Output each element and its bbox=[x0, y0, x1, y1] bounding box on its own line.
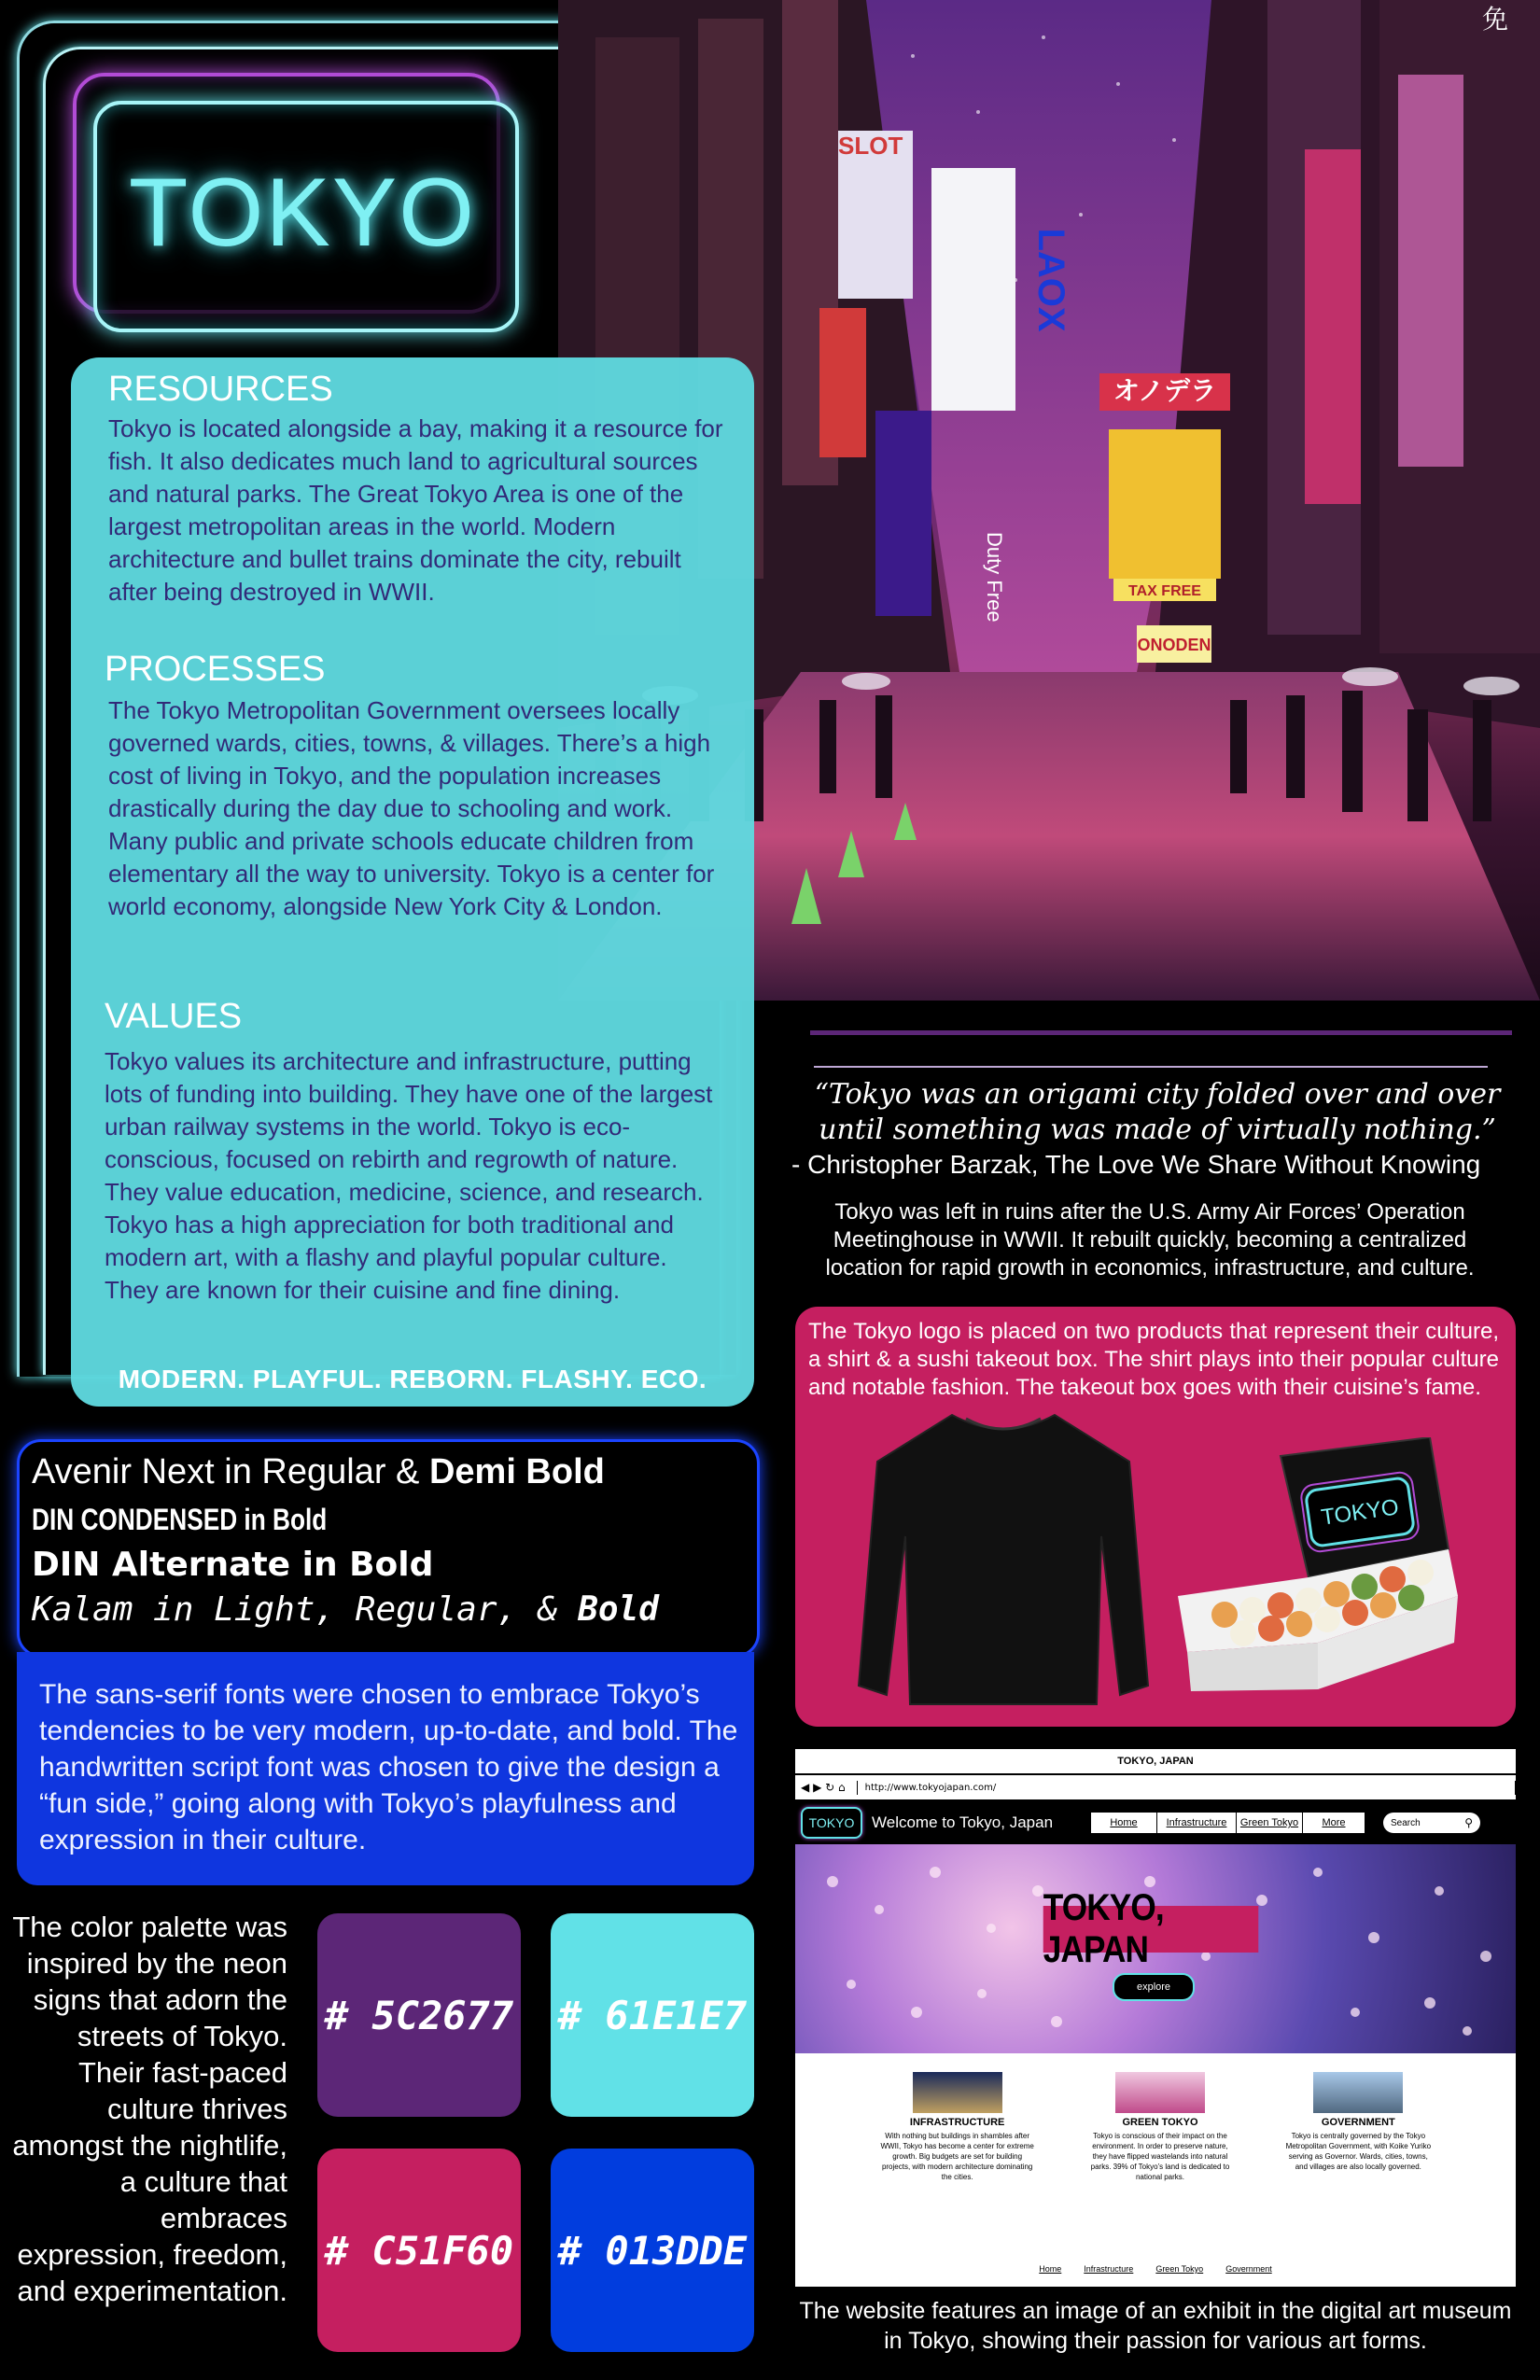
shirt-mockup bbox=[849, 1406, 1157, 1714]
site-cards bbox=[795, 2053, 1516, 2182]
footer-home[interactable]: Home bbox=[1039, 2264, 1062, 2274]
browser-title-bar: TOKYO, JAPAN bbox=[795, 1749, 1516, 1775]
card-infrastructure-body: With nothing but buildings in shambles after WWII, Tokyo has become a center for extreme growth. Big budgets are set for building projects, with modern architecture dominating the cities. bbox=[880, 2132, 1034, 2181]
site-logo[interactable]: TOKYO bbox=[801, 1807, 862, 1839]
swatch-5c2677: # 5C2677 bbox=[317, 1913, 521, 2117]
history-text: Tokyo was left in ruins after the U.S. Army Air Forces’ Operation Meetinghouse in WWII. It rebuilt quickly, becoming a centralized location for rapid growth in economics, infrastructure, and culture. bbox=[825, 1199, 1475, 1281]
sign-onodera: オノデラ bbox=[1113, 376, 1217, 405]
font-kalam-light-regular: Kalam in Light, Regular, & bbox=[32, 1590, 579, 1629]
sushi-box-mockup bbox=[1178, 1437, 1458, 1699]
card-green-tokyo[interactable] bbox=[1090, 2072, 1230, 2182]
card-infrastructure-image bbox=[913, 2072, 1002, 2113]
card-government-image bbox=[1313, 2072, 1403, 2113]
url-bar[interactable]: http://www.tokyojapan.com/ bbox=[857, 1781, 1516, 1795]
quote-text: “Tokyo was an origami city folded over and over until something was made of virtually nothing.” bbox=[814, 1078, 1501, 1146]
font-line-avenir bbox=[32, 1452, 605, 1492]
tagline: MODERN. PLAYFUL. REBORN. FLASHY. ECO. bbox=[118, 1365, 707, 1393]
values-body: Tokyo values its architecture and infrastructure, putting lots of funding into building. They have one of the largest urban railway systems in the world. Tokyo is eco-conscious, focused on rebirth and regrowth of nature. They value education, medicine, science, and research. Tokyo has a high appreciation for both traditional and modern art, with a flashy and playful popular culture. They are known for their cuisine and fine dining. bbox=[105, 1047, 713, 1304]
sign-tax-free: TAX FREE bbox=[1128, 583, 1201, 599]
search-placeholder: Search bbox=[1391, 1817, 1421, 1828]
card-green-tokyo-body: Tokyo is conscious of their impact on the environment. In order to preserve nature, they have flipped wastelands into natural parks. 39% of Tokyo’s land is dedicated to national parks. bbox=[1090, 2132, 1230, 2181]
footer-government[interactable]: Government bbox=[1225, 2264, 1272, 2274]
quote-attribution: - Christopher Barzak, The Love We Share Without Knowing bbox=[791, 1150, 1481, 1179]
reload-icon[interactable]: ↻ bbox=[825, 1781, 835, 1794]
hero-explore-button[interactable] bbox=[1113, 1973, 1195, 2001]
sign-slot: SLOT bbox=[838, 132, 903, 160]
nav-more[interactable]: More bbox=[1322, 1817, 1346, 1828]
footer-green-tokyo[interactable]: Green Tokyo bbox=[1155, 2264, 1204, 2274]
footer-infrastructure[interactable]: Infrastructure bbox=[1084, 2264, 1134, 2274]
swatch-61e1e7: # 61E1E7 bbox=[551, 1913, 754, 2117]
product-description: The Tokyo logo is placed on two products that represent their culture, a shirt & a sushi takeout box. The shirt plays into their popular culture and notable fashion. The takeout box goes with their cuisine’s fame. bbox=[808, 1319, 1499, 1400]
values-title: VALUES bbox=[105, 997, 243, 1036]
home-icon[interactable]: ⌂ bbox=[838, 1781, 846, 1794]
font-line-kalam bbox=[32, 1590, 659, 1629]
back-icon[interactable]: ◀ bbox=[801, 1781, 810, 1794]
site-welcome: Welcome to Tokyo, Japan bbox=[872, 1813, 1054, 1831]
sign-onoden: ONODEN bbox=[1137, 636, 1211, 654]
browser-toolbar bbox=[795, 1775, 1516, 1801]
swatch-c51f60: # C51F60 bbox=[317, 2149, 521, 2352]
sign-kanji: 免 bbox=[1482, 4, 1509, 35]
site-header bbox=[795, 1801, 1516, 1844]
font-description: The sans-serif fonts were chosen to embrace Tokyo’s tendencies to be very modern, up-to-date, and bold. The handwritten script font was chosen to give the design a “fun side,” going along with Tokyo’s playfulness and expression in their culture. bbox=[39, 1679, 738, 1855]
palette-description: The color palette was inspired by the neon signs that adorn the streets of Tokyo. Their fast-paced culture thrives amongst the nightlife, a culture that embraces expression, freedom, and experimentation. bbox=[12, 1911, 287, 2307]
website-caption: The website features an image of an exhibit in the digital art museum in Tokyo, showing their passion for various art forms. bbox=[799, 2298, 1512, 2354]
card-green-tokyo-title: GREEN TOKYO bbox=[1122, 2117, 1198, 2128]
font-avenir-demi: Demi Bold bbox=[428, 1452, 605, 1491]
card-government[interactable] bbox=[1283, 2072, 1433, 2182]
site-hero bbox=[795, 1844, 1516, 2053]
quote-divider-thick bbox=[810, 1030, 1512, 1035]
tokyo-logo: TOKYO bbox=[128, 158, 477, 267]
forward-icon[interactable]: ▶ bbox=[813, 1781, 822, 1794]
sign-laox: LAOX bbox=[1030, 228, 1071, 332]
site-nav bbox=[1091, 1813, 1365, 1833]
quote-divider-thin bbox=[814, 1066, 1488, 1068]
font-line-din-condensed: DIN CONDENSED in Bold bbox=[32, 1503, 328, 1536]
nav-green-tokyo[interactable]: Green Tokyo bbox=[1237, 1813, 1303, 1833]
card-infrastructure[interactable] bbox=[878, 2072, 1037, 2182]
nav-home[interactable]: Home bbox=[1091, 1813, 1157, 1833]
processes-body: The Tokyo Metropolitan Government oversees locally governed wards, cities, towns, & villages. There’s a high cost of living in Tokyo, and the population increases drastically during the day due to schooling and work. Many public and private schools educate children from elementary all the way to university. Tokyo is a center for world economy, alongside New York City & London. bbox=[108, 696, 715, 920]
hero-title: TOKYO, JAPAN bbox=[1043, 1906, 1259, 1953]
website-mockup bbox=[793, 1747, 1518, 2289]
card-infrastructure-title: INFRASTRUCTURE bbox=[909, 2117, 1005, 2128]
nav-infrastructure[interactable]: Infrastructure bbox=[1157, 1813, 1237, 1833]
site-footer bbox=[795, 2264, 1516, 2274]
hero-explore-label: explore bbox=[1136, 1981, 1171, 1993]
card-government-body: Tokyo is centrally governed by the Tokyo Metropolitan Government, with Koike Yuriko serving as Governor. Wards, cities, towns, and villages are also locally governed. bbox=[1285, 2132, 1432, 2171]
resources-title: RESOURCES bbox=[108, 370, 333, 409]
font-kalam-bold: Bold bbox=[578, 1590, 659, 1629]
processes-title: PROCESSES bbox=[105, 650, 326, 689]
search-icon[interactable]: ⚲ bbox=[1464, 1816, 1473, 1829]
card-green-tokyo-image bbox=[1115, 2072, 1205, 2113]
swatch-013dde: # 013DDE bbox=[551, 2149, 754, 2352]
font-line-din-alternate: DIN Alternate in Bold bbox=[32, 1546, 434, 1584]
card-government-title: GOVERNMENT bbox=[1321, 2117, 1395, 2128]
font-avenir-regular: Avenir Next in Regular & bbox=[32, 1452, 429, 1491]
box-logo-text: TOKYO bbox=[1319, 1494, 1401, 1531]
sign-duty-free: Duty Free bbox=[983, 532, 1006, 623]
resources-body: Tokyo is located alongside a bay, making it a resource for fish. It also dedicates much land to agricultural sources and natural parks. The Great Tokyo Area is one of the largest metropolitan areas in the world. Modern architecture and bullet trains dominate the city, rebuilt after being destroyed in WWII. bbox=[108, 414, 723, 606]
site-search[interactable] bbox=[1383, 1813, 1480, 1833]
